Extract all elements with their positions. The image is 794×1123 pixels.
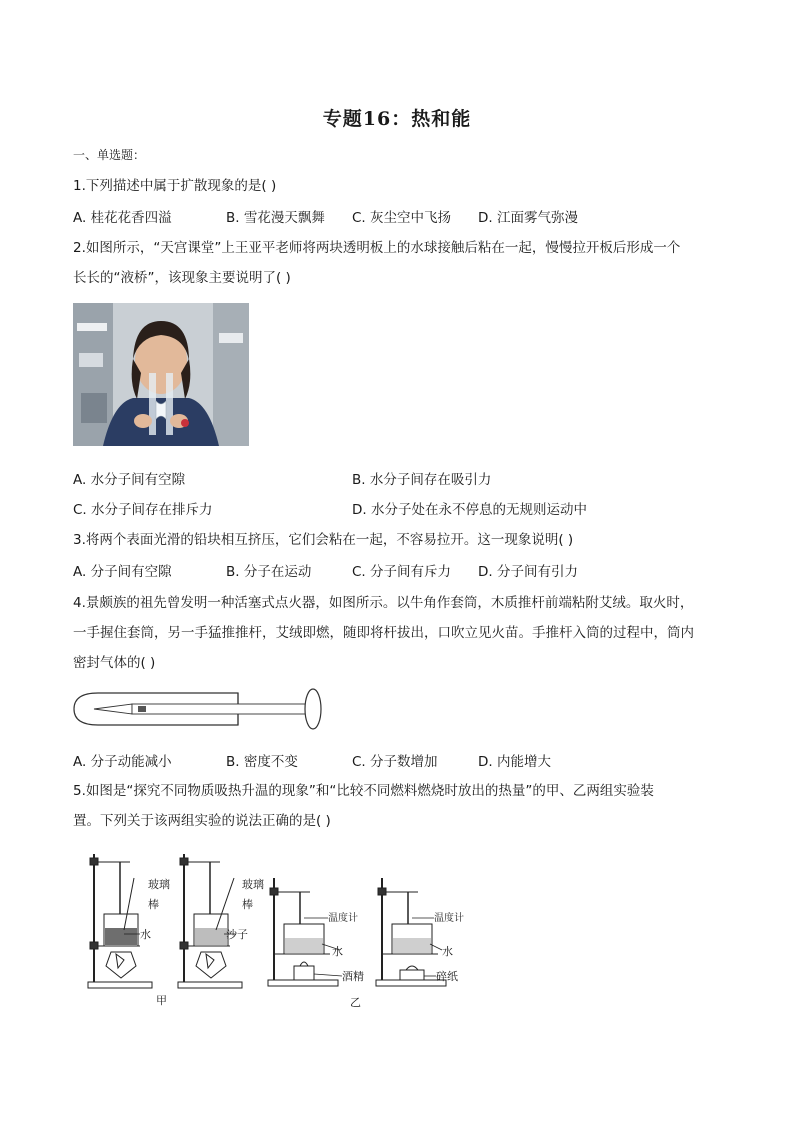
q1-option-c[interactable]: C. 灰尘空中飞扬 <box>352 210 452 226</box>
q2-option-d[interactable]: D. 水分子处在永不停息的无规则运动中 <box>352 502 587 518</box>
q1-option-b[interactable]: B. 雪花漫天飘舞 <box>226 210 325 226</box>
question-4-stem-line3: 密封气体的( ) <box>73 655 156 671</box>
page-title: 专题16：热和能 <box>322 108 472 130</box>
q2-option-a[interactable]: A. 水分子间有空隙 <box>73 472 186 488</box>
photo-illustration <box>73 303 249 446</box>
label-glass-rod-2b: 棒 <box>242 898 253 911</box>
q4-option-c[interactable]: C. 分子数增加 <box>352 754 438 770</box>
label-glass-rod-1b: 棒 <box>148 898 159 911</box>
heat-experiment-apparatus-figure <box>84 848 484 1010</box>
label-glass-rod-1a: 玻璃 <box>148 878 170 891</box>
label-sand: 沙子 <box>226 928 248 941</box>
q3-option-a[interactable]: A. 分子间有空隙 <box>73 564 172 580</box>
label-water-1: 水 <box>140 928 151 941</box>
section-heading: 一、单选题： <box>73 148 146 162</box>
label-glass-rod-2a: 玻璃 <box>242 878 264 891</box>
q4-option-a[interactable]: A. 分子动能减小 <box>73 754 172 770</box>
q3-option-d[interactable]: D. 分子间有引力 <box>478 564 578 580</box>
label-thermometer-2: 温度计 <box>434 913 464 924</box>
q3-option-c[interactable]: C. 分子间有斥力 <box>352 564 452 580</box>
question-4-stem-line1: 4.景颇族的祖先曾发明一种活塞式点火器，如图所示。以牛角作套筒，木质推杆前端粘附艾绒。取火时， <box>73 595 694 611</box>
piston-fire-starter-figure <box>72 685 332 733</box>
label-water-2: 水 <box>332 945 343 958</box>
apparatus-sand-stand <box>178 854 242 988</box>
label-group-a: 甲 <box>156 994 167 1007</box>
question-2-stem-line1: 2.如图所示，“天宫课堂”上王亚平老师将两块透明板上的水球接触后粘在一起，慢慢拉开板后形成一个 <box>73 240 681 256</box>
tiangong-classroom-photo <box>73 303 249 446</box>
q4-option-b[interactable]: B. 密度不变 <box>226 754 298 770</box>
q3-option-b[interactable]: B. 分子在运动 <box>226 564 312 580</box>
label-alcohol: 酒精 <box>342 970 364 983</box>
q1-option-a[interactable]: A. 桂花花香四溢 <box>73 210 172 226</box>
label-thermometer-1: 温度计 <box>328 913 358 924</box>
q2-option-c[interactable]: C. 水分子间存在排斥力 <box>73 502 213 518</box>
apparatus-alcohol-burner <box>268 878 338 986</box>
q2-option-b[interactable]: B. 水分子间存在吸引力 <box>352 472 492 488</box>
label-scrap-paper: 碎纸 <box>436 970 458 983</box>
question-1-stem: 1.下列描述中属于扩散现象的是( ) <box>73 178 277 194</box>
apparatus-water-stand <box>88 854 152 988</box>
question-3-stem: 3.将两个表面光滑的铅块相互挤压，它们会粘在一起，不容易拉开。这一现象说明( ) <box>73 532 574 548</box>
question-2-stem-line2: 长长的“液桥”，该现象主要说明了( ) <box>73 270 291 286</box>
label-group-b: 乙 <box>350 996 361 1009</box>
question-4-stem-line2: 一手握住套筒，另一手猛推推杆，艾绒即燃，随即将杆拔出，口吹立见火苗。手推杆入筒的过程中，筒内 <box>73 625 694 641</box>
question-5-stem-line1: 5.如图是“探究不同物质吸热升温的现象”和“比较不同燃料燃烧时放出的热量”的甲、乙两组实验装 <box>73 783 654 799</box>
question-5-stem-line2: 置。下列关于该两组实验的说法正确的是( ) <box>73 813 331 829</box>
q4-option-d[interactable]: D. 内能增大 <box>478 754 551 770</box>
label-water-3: 水 <box>442 945 453 958</box>
q1-option-d[interactable]: D. 江面雾气弥漫 <box>478 210 578 226</box>
